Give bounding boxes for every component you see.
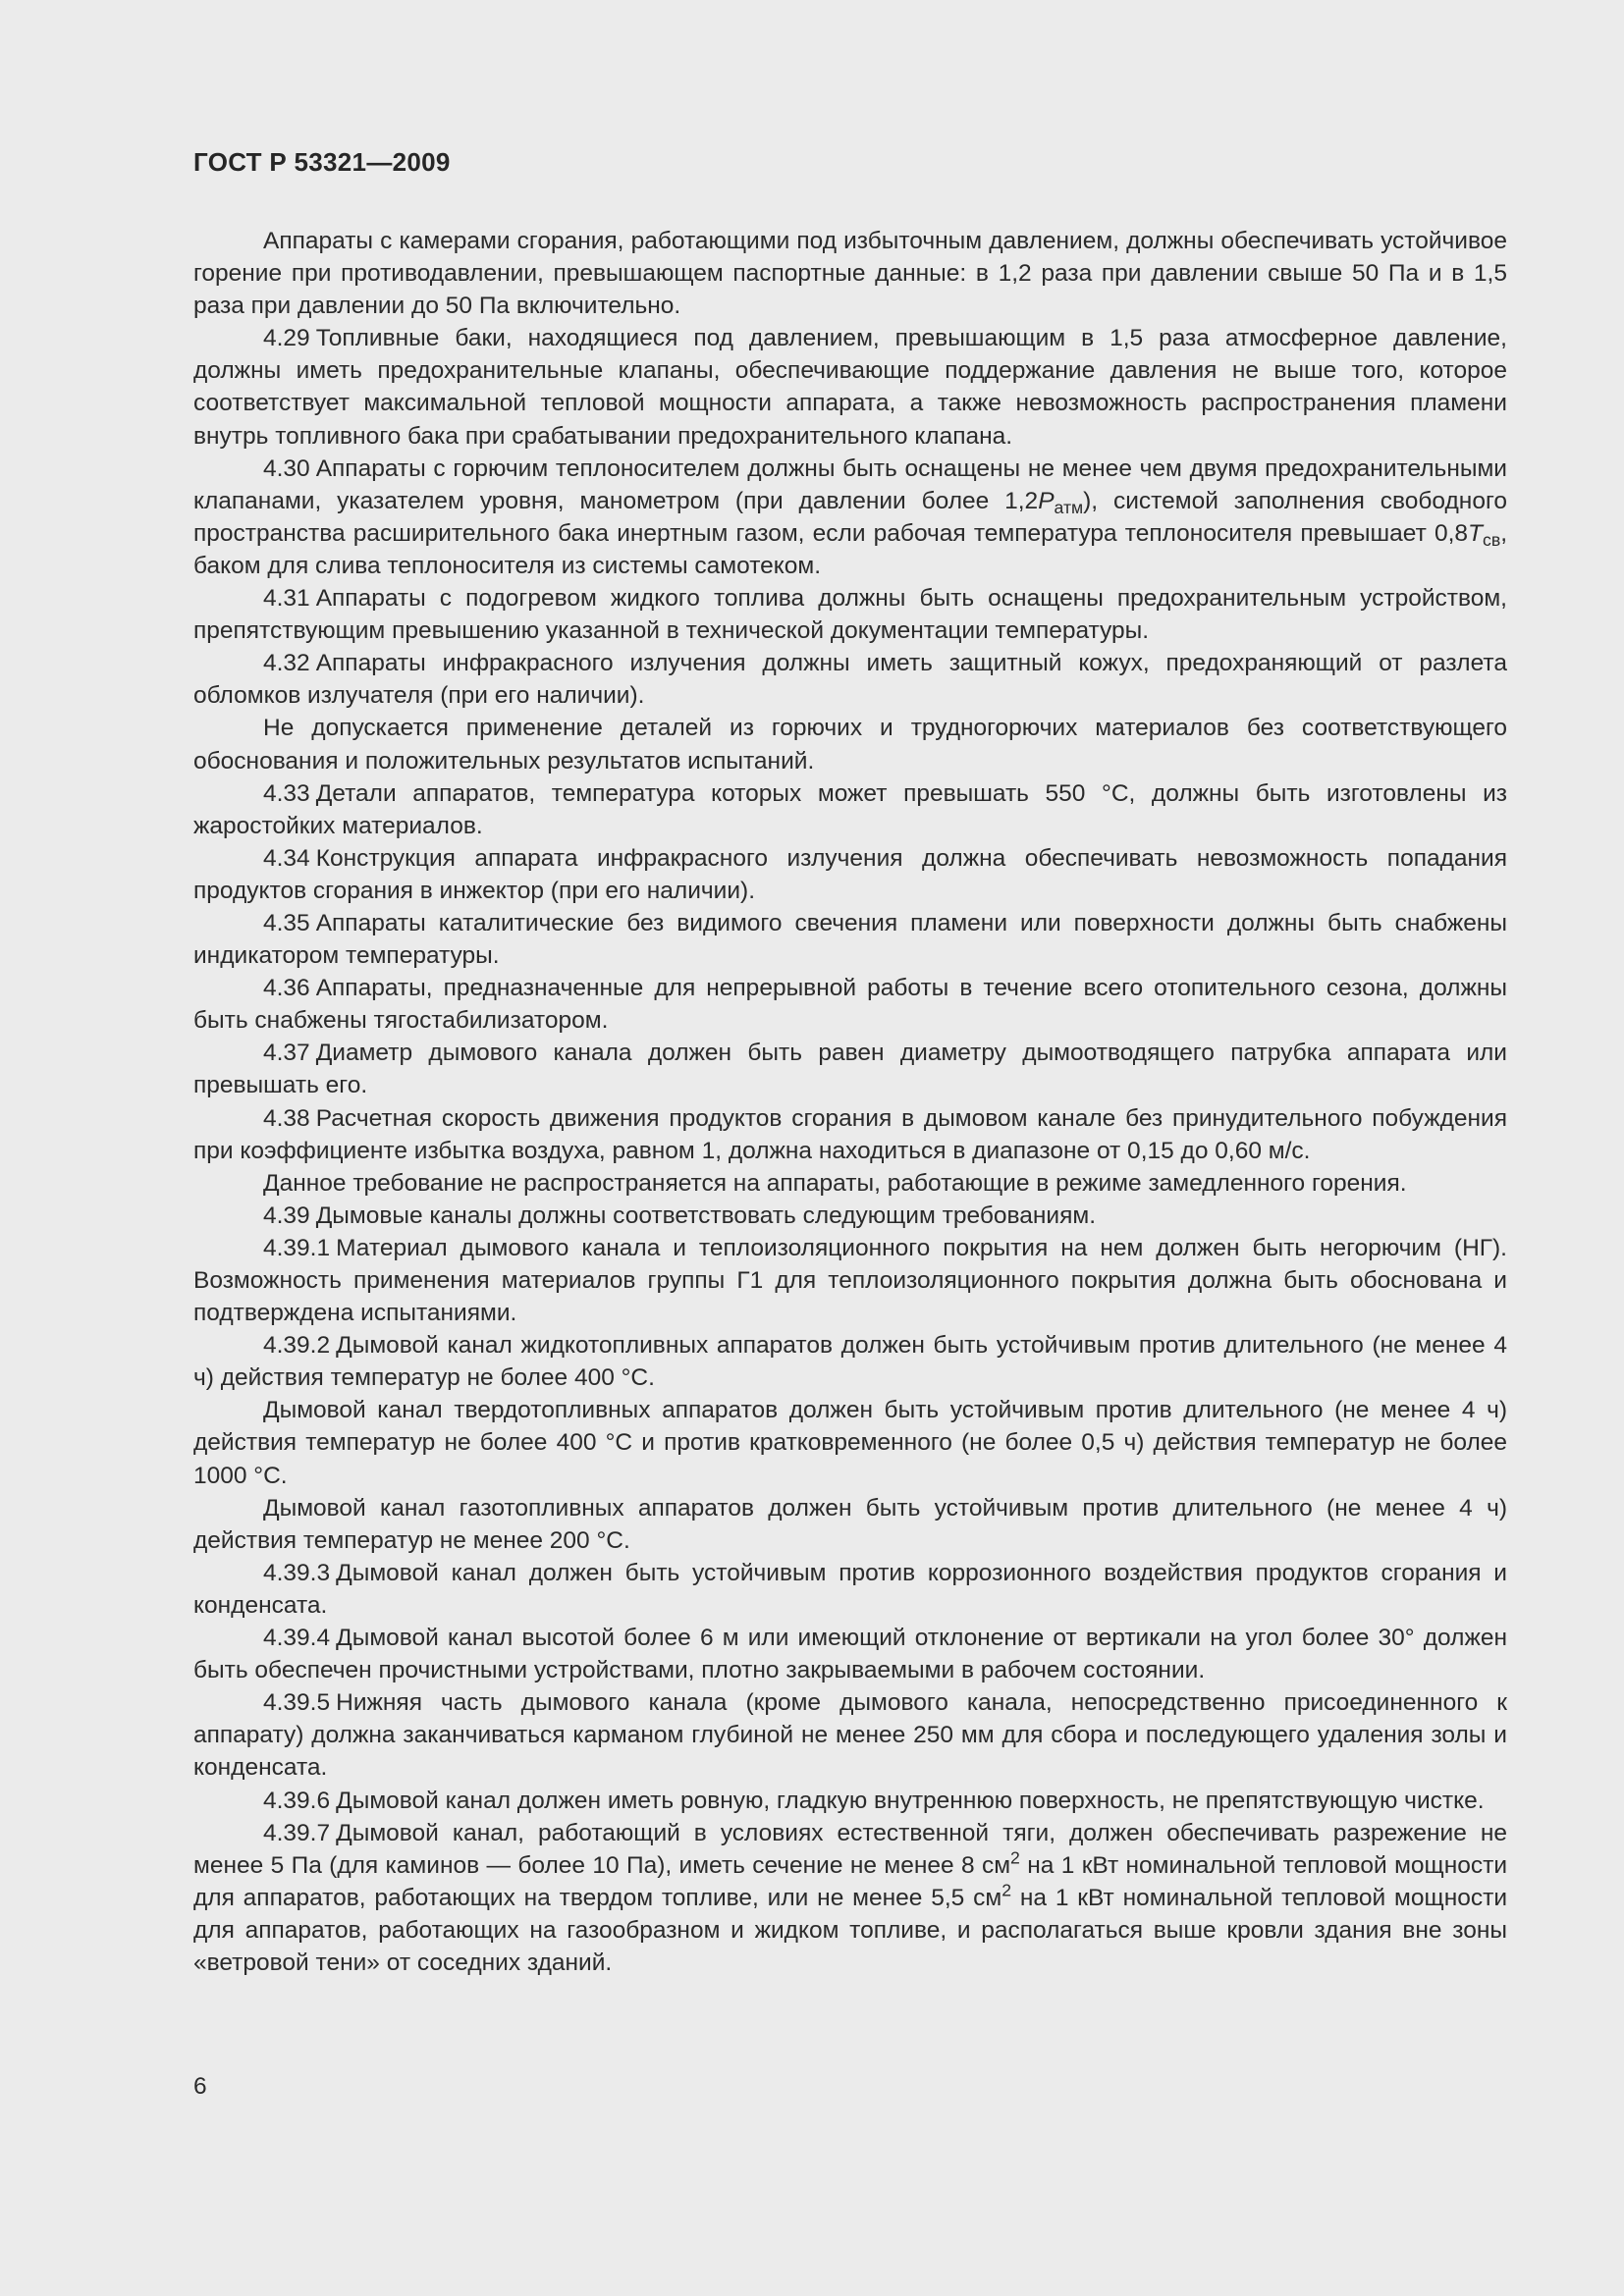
paragraph-4-39-2: 4.39.2 Дымовой канал жидкотопливных аппаратов должен быть устойчивым против длительного (не менее 4 ч) действия температур не более 400 °С.: [193, 1332, 1507, 1392]
paragraph-4-39-6: 4.39.6 Дымовой канал должен иметь ровную, гладкую внутреннюю поверхность, не препятствующую чистке.: [263, 1787, 1485, 1814]
paragraph-4-37: 4.37 Диаметр дымового канала должен быть равен диаметру дымоотводящего патрубка аппарата или превышать его.: [193, 1040, 1507, 1099]
paragraph-4-29: 4.29 Топливные баки, находящиеся под давлением, превышающим в 1,5 раза атмосферное давление, должны иметь предохранительные клапаны, обеспечивающие поддержание давления не выше того, которое соответствует максимальной тепловой мощности аппарата, а также невозможность распространения пламени внутрь топливного бака при срабатывании предохранительного клапана.: [193, 325, 1507, 450]
paragraph: Дымовой канал твердотопливных аппаратов должен быть устойчивым против длительного (не менее 4 ч) действия температур не более 400 °С и против кратковременного (не более 0,5 ч) действия температур не более 1000 °С.: [193, 1397, 1507, 1489]
clause-number: 4.39.2: [263, 1332, 331, 1360]
paragraph-4-39-1: 4.39.1 Материал дымового канала и теплоизоляционного покрытия на нем должен быть негорючим (НГ). Возможность применения материалов группы Г1 для теплоизоляционного покрытия должна быть обоснована и подтверждена испытаниями.: [193, 1234, 1507, 1327]
symbol-P: P: [1038, 487, 1055, 514]
paragraph-4-32: 4.32 Аппараты инфракрасного излучения должны иметь защитный кожух, предохраняющий от разлета обломков излучателя (при его наличии).: [193, 650, 1507, 710]
paragraph-4-39-3: 4.39.3 Дымовой канал должен быть устойчивым против коррозионного воздействия продуктов сгорания и конденсата.: [193, 1559, 1507, 1619]
paragraph-4-33: 4.33 Детали аппаратов, температура которых может превышать 550 °С, должны быть изготовлены из жаростойких материалов.: [193, 779, 1507, 839]
clause-number: 4.35: [263, 909, 310, 936]
paragraph-4-39-7: 4.39.7 Дымовой канал, работающий в условиях естественной тяги, должен обеспечивать разрежение не менее 5 Па (для каминов — более 10 Па), иметь сечение не менее 8 $см^2$ на 1 кВт номинальной тепловой мощности для аппаратов, работающих на твердом топливе, или не менее 5,5 $см^2$ на 1 кВт номинальной тепловой мощности для аппаратов, работающих на газообразном и жидком топливе, и располагаться выше кровли здания вне зоны «ветровой тени» от соседних зданий.: [193, 1819, 1508, 1976]
paragraph-4-34: 4.34 Конструкция аппарата инфракрасного излучения должна обеспечивать невозможность попадания продуктов сгорания в инжектор (при его наличии).: [193, 844, 1507, 904]
clause-number: 4.38: [263, 1104, 310, 1132]
superscript-2: 2: [1001, 1880, 1012, 1900]
paragraph-4-35: 4.35 Аппараты каталитические без видимого свечения пламени или поверхности должны быть снабжены индикатором температуры.: [193, 909, 1507, 970]
paragraph: Данное требование не распространяется на аппараты, работающие в режиме замедленного горения.: [263, 1169, 1407, 1197]
clause-number: 4.30: [263, 454, 310, 482]
clause-number: 4.36: [263, 975, 310, 1002]
paragraph-4-39-4: 4.39.4 Дымовой канал высотой более 6 м или имеющий отклонение от вертикали на угол более 30° должен быть обеспечен прочистными устройствами, плотно закрываемыми в рабочем состоянии.: [193, 1625, 1507, 1684]
superscript-2: 2: [1010, 1847, 1020, 1867]
clause-number: 4.39.3: [263, 1559, 331, 1586]
subscript-atm: атм: [1054, 497, 1084, 517]
clause-number: 4.39.7: [263, 1819, 331, 1846]
symbol-T: T: [1468, 519, 1483, 547]
clause-number: 4.39.1: [263, 1234, 331, 1261]
clause-number: 4.39.6: [263, 1787, 331, 1814]
paragraph-4-36: 4.36 Аппараты, предназначенные для непрерывной работы в течение всего отопительного сезона, должны быть снабжены тягостабилизатором.: [193, 975, 1507, 1035]
clause-number: 4.32: [263, 650, 310, 677]
paragraph-4-31: 4.31 Аппараты с подогревом жидкого топлива должны быть оснащены предохранительным устройством, препятствующим превышению указанной в технической документации температуры.: [193, 585, 1507, 645]
paragraph-4-30: 4.30 Аппараты с горючим теплоносителем должны быть оснащены не менее чем двумя предохранительными клапанами, указателем уровня, манометром (при давлении более $1,2P_{атм}$), системой заполнения свободного пространства расширительного бака инертным газом, если рабочая температура теплоносителя превышает $0,8T_{св}$, баком для слива теплоносителя из системы самотеком.: [193, 454, 1507, 579]
clause-number: 4.37: [263, 1040, 310, 1067]
document-header: ГОСТ Р 53321—2009: [193, 147, 451, 177]
document-body: [193, 225, 1507, 1979]
paragraph-4-39-5: 4.39.5 Нижняя часть дымового канала (кроме дымового канала, непосредственно присоединенного к аппарату) должна заканчиваться карманом глубиной не менее 250 мм для сбора и последующего удаления золы и конденсата.: [193, 1689, 1507, 1782]
clause-number: 4.33: [263, 779, 310, 807]
clause-number: 4.31: [263, 585, 310, 613]
clause-number: 4.39.4: [263, 1625, 331, 1652]
clause-number: 4.39.5: [263, 1689, 331, 1717]
paragraph: Не допускается применение деталей из горючих и трудногорючих материалов без соответствующего обоснования и положительных результатов испытаний.: [193, 715, 1507, 774]
page-number: 6: [193, 2073, 207, 2100]
clause-number: 4.34: [263, 844, 310, 872]
paragraph: Дымовой канал газотопливных аппаратов должен быть устойчивым против длительного (не менее 4 ч) действия температур не менее 200 °С.: [193, 1494, 1507, 1554]
paragraph-4-39: 4.39 Дымовые каналы должны соответствовать следующим требованиям.: [263, 1201, 1096, 1229]
paragraph-4-38: 4.38 Расчетная скорость движения продуктов сгорания в дымовом канале без принудительного побуждения при коэффициенте избытка воздуха, равном 1, должна находиться в диапазоне от 0,15 до 0,60 м/с.: [193, 1104, 1507, 1164]
paragraph: Аппараты с камерами сгорания, работающими под избыточным давлением, должны обеспечивать устойчивое горение при противодавлении, превышающем паспортные данные: в 1,2 раза при давлении свыше 50 Па и в 1,5 раза при давлении до 50 Па включительно.: [193, 228, 1507, 320]
subscript-sv: св: [1483, 529, 1501, 550]
clause-number: 4.29: [263, 325, 310, 352]
clause-number: 4.39: [263, 1201, 310, 1229]
